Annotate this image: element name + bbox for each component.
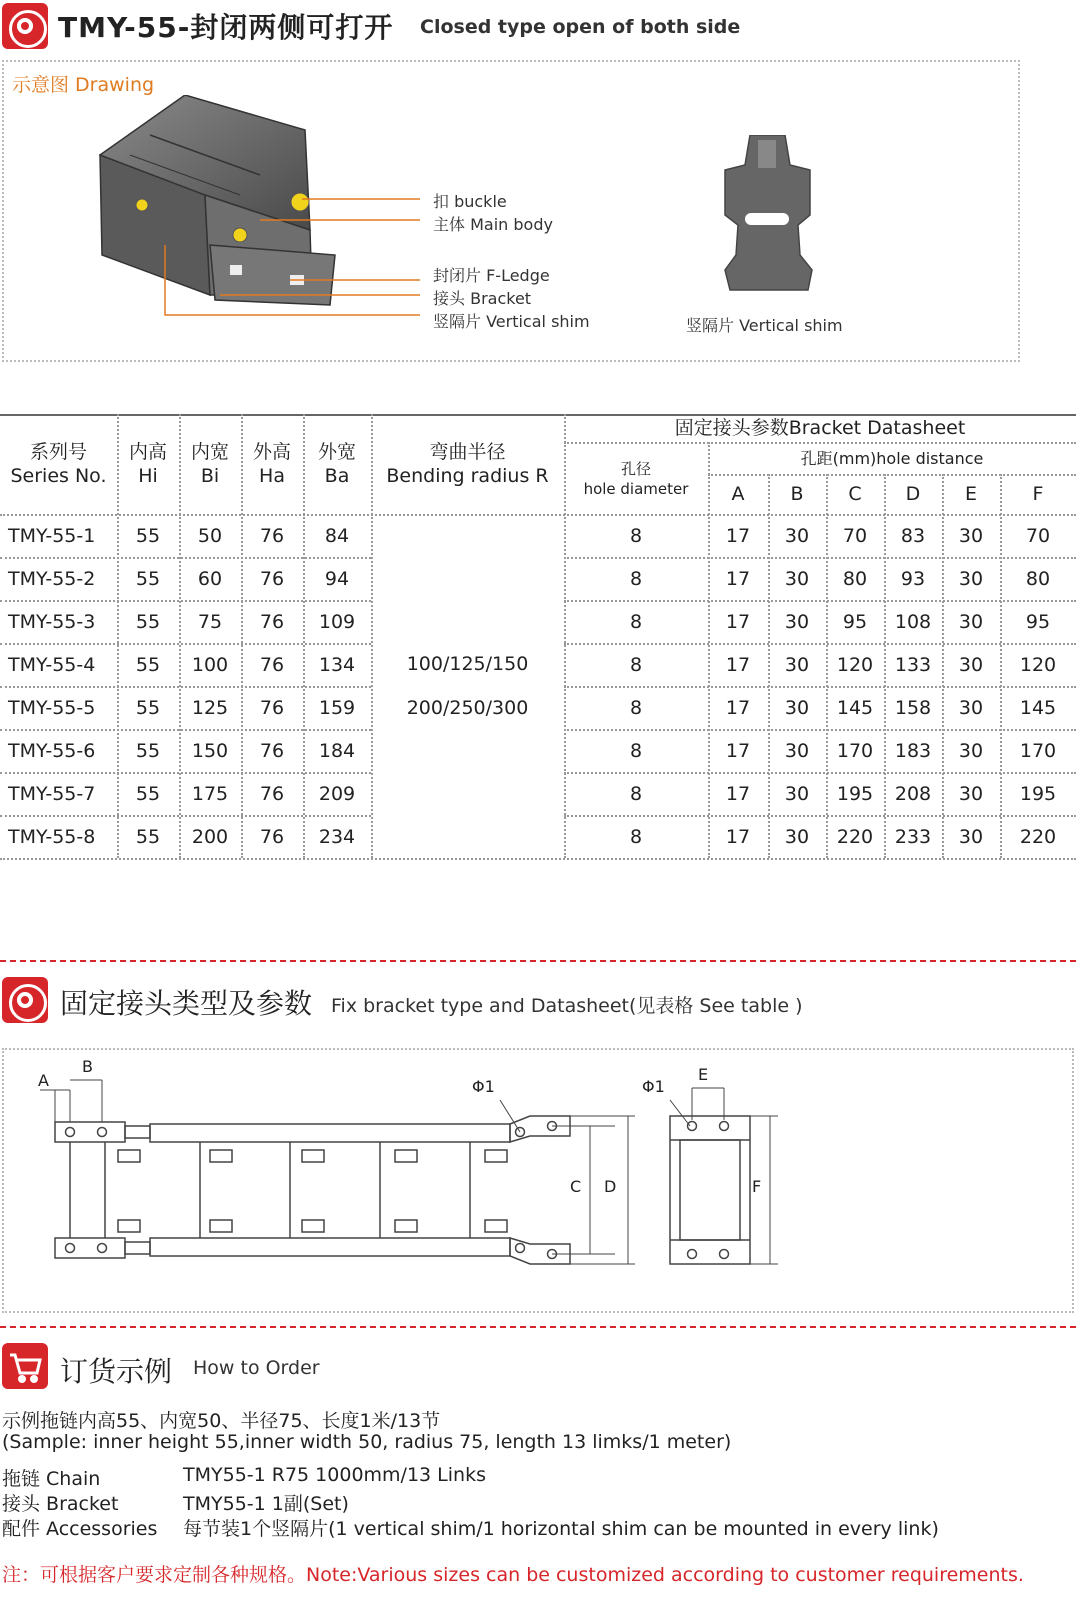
order-sample-cn: 示例拖链内高55、内宽50、半径75、长度1米/13节 xyxy=(2,1410,441,1432)
table-cell: 108 xyxy=(894,610,932,633)
table-cell: 158 xyxy=(894,696,932,719)
header-hi-en: Hi xyxy=(138,465,158,487)
row-rule xyxy=(0,643,371,645)
table-cell: 120 xyxy=(1019,653,1057,676)
table-row-series: TMY-55-6 xyxy=(8,739,96,762)
order-value-accessories: 每节装1个竖隔片(1 vertical shim/1 horizontal shim can be mounted in every link) xyxy=(183,1518,939,1540)
table-cell: 8 xyxy=(629,739,643,762)
header-ha-cn: 外高 xyxy=(252,441,291,463)
order-sample-en: (Sample: inner height 55,inner width 50, radius 75, length 13 limks/1 meter) xyxy=(2,1431,732,1453)
table-cell: 55 xyxy=(135,825,161,848)
table-cell: 145 xyxy=(836,696,874,719)
header-hi-cn: 内高 xyxy=(128,441,167,463)
fix-section-subtitle: Fix bracket type and Datasheet(见表格 See table ) xyxy=(331,995,803,1017)
table-cell: 55 xyxy=(135,696,161,719)
header-series-cn: 系列号 xyxy=(29,441,87,463)
table-cell: 184 xyxy=(318,739,356,762)
row-rule xyxy=(0,772,371,774)
dim-label-f: F xyxy=(752,1177,762,1196)
table-cell: 17 xyxy=(725,567,751,590)
table-cell: 76 xyxy=(259,739,285,762)
header-ba xyxy=(303,414,371,514)
table-row-series: TMY-55-3 xyxy=(8,610,96,633)
table-cell: 145 xyxy=(1019,696,1057,719)
table-cell: 175 xyxy=(191,782,229,805)
table-cell: 76 xyxy=(259,696,285,719)
header-letter-f: F xyxy=(1032,483,1044,505)
table-cell: 70 xyxy=(842,524,868,547)
shim-label: 竖隔片 Vertical shim xyxy=(686,316,843,335)
table-cell: 208 xyxy=(894,782,932,805)
table-cell: 30 xyxy=(958,782,984,805)
col-rule-9 xyxy=(826,474,828,858)
col-rule-1 xyxy=(117,414,119,858)
table-cell: 76 xyxy=(259,825,285,848)
table-cell: 60 xyxy=(197,567,223,590)
table-cell: 125 xyxy=(191,696,229,719)
row-rule xyxy=(0,557,371,559)
table-top-rule xyxy=(0,414,1076,416)
table-cell: 120 xyxy=(836,653,874,676)
table-cell: 30 xyxy=(784,782,810,805)
header-ba-cn: 外宽 xyxy=(317,441,356,463)
table-cell: 109 xyxy=(318,610,356,633)
table-cell: 55 xyxy=(135,739,161,762)
table-cell: 8 xyxy=(629,567,643,590)
vertical-shim-illustration xyxy=(720,135,815,295)
table-cell: 94 xyxy=(324,567,350,590)
table-row-series: TMY-55-8 xyxy=(8,825,96,848)
table-cell: 100 xyxy=(191,653,229,676)
order-value-bracket: TMY55-1 1副(Set) xyxy=(183,1493,349,1515)
table-cell: 30 xyxy=(784,524,810,547)
table-cell: 76 xyxy=(259,524,285,547)
order-label-chain: 拖链 Chain xyxy=(2,1468,101,1490)
header-bi-en: Bi xyxy=(200,465,220,487)
table-cell: 8 xyxy=(629,524,643,547)
table-cell: 76 xyxy=(259,782,285,805)
table-cell: 17 xyxy=(725,524,751,547)
table-cell: 70 xyxy=(1025,524,1051,547)
col-rule-6 xyxy=(564,414,566,858)
table-cell: 30 xyxy=(958,610,984,633)
rule-distance xyxy=(708,474,1076,476)
table-cell: 30 xyxy=(958,567,984,590)
table-cell: 170 xyxy=(1019,739,1057,762)
datasheet-table xyxy=(0,414,1076,874)
order-subtitle: How to Order xyxy=(193,1357,320,1379)
header-series xyxy=(0,414,117,514)
table-cell: 133 xyxy=(894,653,932,676)
row-rule xyxy=(0,815,371,817)
drawing-title: 示意图 Drawing xyxy=(12,74,155,96)
table-cell: 80 xyxy=(842,567,868,590)
section-separator-2 xyxy=(0,1326,1076,1328)
order-title: 订货示例 xyxy=(60,1355,173,1388)
table-cell: 233 xyxy=(894,825,932,848)
table-cell: 17 xyxy=(725,782,751,805)
fix-section-title: 固定接头类型及参数 xyxy=(60,987,313,1020)
radius-values-2: 200/250/300 xyxy=(406,697,529,719)
table-cell: 8 xyxy=(629,825,643,848)
table-cell: 220 xyxy=(836,825,874,848)
dim-label-b: B xyxy=(82,1060,93,1076)
callout-buckle: 扣 buckle xyxy=(433,192,507,211)
header-hi xyxy=(117,414,179,514)
bracket-technical-drawing xyxy=(30,1060,800,1290)
table-cell: 55 xyxy=(135,610,161,633)
order-value-chain: TMY55-1 R75 1000mm/13 Links xyxy=(183,1464,486,1486)
header-letter-d: D xyxy=(905,483,921,505)
table-row-series: TMY-55-7 xyxy=(8,782,96,805)
callout-vertical-shim: 竖隔片 Vertical shim xyxy=(433,312,590,331)
header-radius-en: Bending radius R xyxy=(386,465,549,487)
header-bi-cn: 内宽 xyxy=(190,441,229,463)
chain-illustration xyxy=(90,95,440,325)
table-cell: 30 xyxy=(958,739,984,762)
table-cell: 170 xyxy=(836,739,874,762)
table-cell: 8 xyxy=(629,696,643,719)
header-series-en: Series No. xyxy=(10,465,107,487)
table-cell: 83 xyxy=(900,524,926,547)
page-subtitle: Closed type open of both side xyxy=(420,16,741,38)
dim-label-phi-side: Φ1 xyxy=(472,1077,495,1096)
header-radius-cn: 弯曲半径 xyxy=(429,441,506,463)
table-cell: 150 xyxy=(191,739,229,762)
table-cell: 195 xyxy=(836,782,874,805)
table-cell: 134 xyxy=(318,653,356,676)
table-cell: 17 xyxy=(725,696,751,719)
page-title: TMY-55-封闭两侧可打开 xyxy=(58,11,394,44)
rule-bracket xyxy=(564,442,1076,444)
callout-main-body: 主体 Main body xyxy=(433,215,553,234)
header-letter-e: E xyxy=(964,483,977,505)
col-rule-4 xyxy=(303,414,305,858)
dim-label-a: A xyxy=(38,1071,49,1090)
col-rule-7 xyxy=(708,442,710,858)
table-cell: 17 xyxy=(725,739,751,762)
table-cell: 183 xyxy=(894,739,932,762)
header-distance: 孔距(mm)hole distance xyxy=(800,449,984,468)
table-cell: 30 xyxy=(958,696,984,719)
table-cell: 84 xyxy=(324,524,350,547)
table-cell: 159 xyxy=(318,696,356,719)
table-cell: 200 xyxy=(191,825,229,848)
table-row-series: TMY-55-2 xyxy=(8,567,96,590)
callout-f-ledge: 封闭片 F-Ledge xyxy=(433,266,550,285)
table-cell: 30 xyxy=(784,696,810,719)
header-ha xyxy=(241,414,303,514)
table-cell: 17 xyxy=(725,653,751,676)
row-rule xyxy=(0,858,1076,860)
table-cell: 220 xyxy=(1019,825,1057,848)
table-cell: 30 xyxy=(958,825,984,848)
table-cell: 30 xyxy=(958,524,984,547)
table-cell: 55 xyxy=(135,782,161,805)
dim-label-d: D xyxy=(604,1177,617,1196)
col-rule-10 xyxy=(884,474,886,858)
table-cell: 8 xyxy=(629,610,643,633)
table-cell: 75 xyxy=(197,610,223,633)
shopping-cart-icon xyxy=(2,1343,48,1389)
col-rule-5 xyxy=(371,414,373,858)
table-cell: 93 xyxy=(900,567,926,590)
dim-label-e: E xyxy=(698,1065,709,1084)
col-rule-3 xyxy=(241,414,243,858)
header-radius xyxy=(371,414,564,514)
table-cell: 50 xyxy=(197,524,223,547)
row-rule xyxy=(0,600,371,602)
table-cell: 76 xyxy=(259,653,285,676)
table-cell: 209 xyxy=(318,782,356,805)
table-cell: 17 xyxy=(725,825,751,848)
header-hole-cn: 孔径 xyxy=(620,460,651,478)
table-cell: 17 xyxy=(725,610,751,633)
table-cell: 55 xyxy=(135,653,161,676)
table-cell: 8 xyxy=(629,782,643,805)
table-cell: 30 xyxy=(784,567,810,590)
table-cell: 8 xyxy=(629,653,643,676)
brand-logo-icon xyxy=(2,3,48,49)
callout-bracket: 接头 Bracket xyxy=(433,289,532,308)
customization-note: 注：可根据客户要求定制各种规格。Note:Various sizes can be customized according to customer requirements. xyxy=(2,1564,1024,1586)
table-cell: 76 xyxy=(259,567,285,590)
order-label-bracket: 接头 Bracket xyxy=(2,1493,119,1515)
dim-label-c: C xyxy=(570,1177,582,1196)
dim-label-phi-end: Φ1 xyxy=(642,1077,665,1096)
header-letter-b: B xyxy=(790,483,804,505)
col-rule-8 xyxy=(768,474,770,858)
table-cell: 234 xyxy=(318,825,356,848)
order-label-accessories: 配件 Accessories xyxy=(2,1518,158,1540)
header-letter-c: C xyxy=(848,483,862,505)
table-cell: 30 xyxy=(784,653,810,676)
header-bi xyxy=(179,414,241,514)
header-bracket: 固定接头参数Bracket Datasheet xyxy=(674,417,966,439)
table-cell: 30 xyxy=(784,610,810,633)
col-rule-11 xyxy=(942,474,944,858)
table-cell: 95 xyxy=(1025,610,1051,633)
col-rule-2 xyxy=(179,414,181,858)
table-cell: 30 xyxy=(784,739,810,762)
header-ba-en: Ba xyxy=(324,465,350,487)
table-row-series: TMY-55-4 xyxy=(8,653,96,676)
radius-values-1: 100/125/150 xyxy=(406,653,529,675)
row-rule xyxy=(0,686,371,688)
table-cell: 55 xyxy=(135,567,161,590)
table-row-series: TMY-55-5 xyxy=(8,696,96,719)
rule-header xyxy=(0,514,1076,516)
table-row-series: TMY-55-1 xyxy=(8,524,96,547)
header-hole-en: hole diameter xyxy=(583,480,689,498)
row-rule xyxy=(0,729,371,731)
table-cell: 76 xyxy=(259,610,285,633)
table-cell: 30 xyxy=(958,653,984,676)
table-cell: 95 xyxy=(842,610,868,633)
header-ha-en: Ha xyxy=(259,465,285,487)
header-hole xyxy=(564,444,708,514)
section-separator-1 xyxy=(0,960,1076,962)
table-cell: 80 xyxy=(1025,567,1051,590)
table-cell: 195 xyxy=(1019,782,1057,805)
section-logo-icon xyxy=(2,977,48,1023)
col-rule-12 xyxy=(1000,474,1002,858)
header-letter-a: A xyxy=(731,483,745,505)
table-cell: 55 xyxy=(135,524,161,547)
table-cell: 30 xyxy=(784,825,810,848)
radius-values xyxy=(371,514,564,858)
